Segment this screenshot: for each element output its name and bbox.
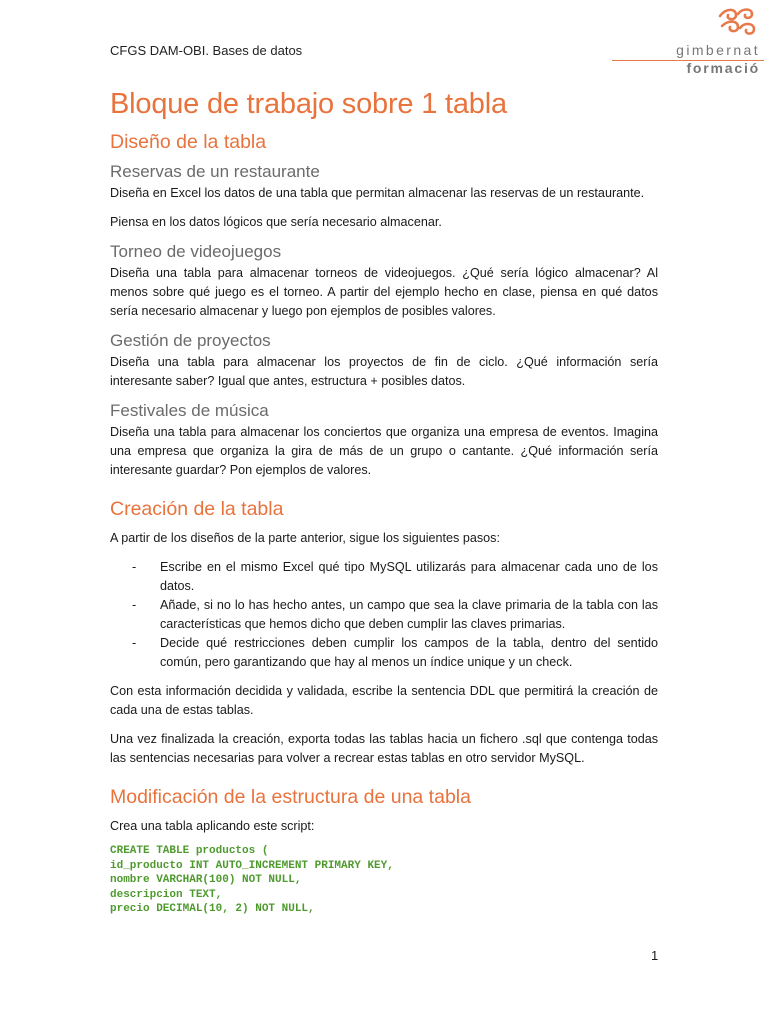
- section-heading-diseno: Diseño de la tabla: [110, 131, 267, 153]
- sql-code-block: CREATE TABLE productos ( id_producto INT AUTO_INCREMENT PRIMARY KEY, nombre VARCHAR(100) NOT NULL, descripcion TEXT, precio DECIMAL(10, 2) NOT NULL,: [110, 845, 394, 915]
- document-body: [110, 88, 658, 917]
- dash-bullet: -: [132, 598, 137, 612]
- paragraph: A partir de los diseños de la parte anterior, sigue los siguientes pasos:: [110, 531, 500, 545]
- subsection-heading-proyectos: Gestión de proyectos: [110, 331, 271, 350]
- paragraph: Diseña una tabla para almacenar los conciertos que organiza una empresa de eventos. Imagina una empresa que organiza la gira de más de un grupo o cantante. ¿Qué información sería interesante guardar? Pon ejemplos de valores.: [110, 425, 658, 477]
- paragraph: Una vez finalizada la creación, exporta todas las tablas hacia un fichero .sql que contenga todas las sentencias necesarias para volver a recrear estas tablas en otro servidor MySQL.: [110, 732, 658, 765]
- page-title: Bloque de trabajo sobre 1 tabla: [110, 88, 507, 120]
- paragraph: Piensa en los datos lógicos que sería necesario almacenar.: [110, 215, 442, 229]
- paragraph: Con esta información decidida y validada, escribe la sentencia DDL que permitirá la creación de cada una de estas tablas.: [110, 684, 658, 717]
- logo-wordmark: gimbernat: [676, 42, 760, 58]
- list-item: [132, 634, 658, 672]
- list-item-text: Decide qué restricciones deben cumplir los campos de la tabla, dentro del sentido común, pero garantizando que hay al menos un índice unique y un check.: [160, 636, 658, 669]
- page-number: 1: [651, 948, 659, 963]
- paragraph: Diseña una tabla para almacenar torneos de videojuegos. ¿Qué sería lógico almacenar? Al menos sobre qué juego es el torneo. A partir del ejemplo hecho en clase, piensa en qué datos sería necesario almacenar y luego pon ejemplos de posibles valores.: [110, 266, 658, 318]
- paragraph: Diseña en Excel los datos de una tabla que permitan almacenar las reservas de un restaurante.: [110, 186, 645, 200]
- subsection-heading-torneo: Torneo de videojuegos: [110, 242, 282, 261]
- swirl-logo-icon: [714, 6, 758, 40]
- section-heading-modificacion: Modificación de la estructura de una tabla: [110, 786, 471, 808]
- steps-list: [110, 558, 658, 672]
- list-item: [132, 596, 658, 634]
- paragraph: Diseña una tabla para almacenar los proyectos de fin de ciclo. ¿Qué información sería interesante saber? Igual que antes, estructura + posibles datos.: [110, 355, 658, 388]
- list-item-text: Escribe en el mismo Excel qué tipo MySQL utilizarás para almacenar cada uno de los datos.: [160, 560, 658, 593]
- paragraph: Crea una tabla aplicando este script:: [110, 819, 315, 833]
- dash-bullet: -: [132, 560, 137, 574]
- gimbernat-logo: [608, 6, 764, 76]
- logo-subtitle: formació: [686, 60, 760, 76]
- dash-bullet: -: [132, 636, 137, 650]
- list-item-text: Añade, si no lo has hecho antes, un campo que sea la clave primaria de la tabla con las características que hemos dicho que deben cumplir las claves primarias.: [160, 598, 658, 631]
- section-heading-creacion: Creación de la tabla: [110, 498, 284, 520]
- course-header: CFGS DAM-OBI. Bases de datos: [110, 43, 303, 58]
- list-item: [132, 558, 658, 596]
- subsection-heading-festivales: Festivales de música: [110, 401, 269, 420]
- subsection-heading-reservas: Reservas de un restaurante: [110, 162, 320, 181]
